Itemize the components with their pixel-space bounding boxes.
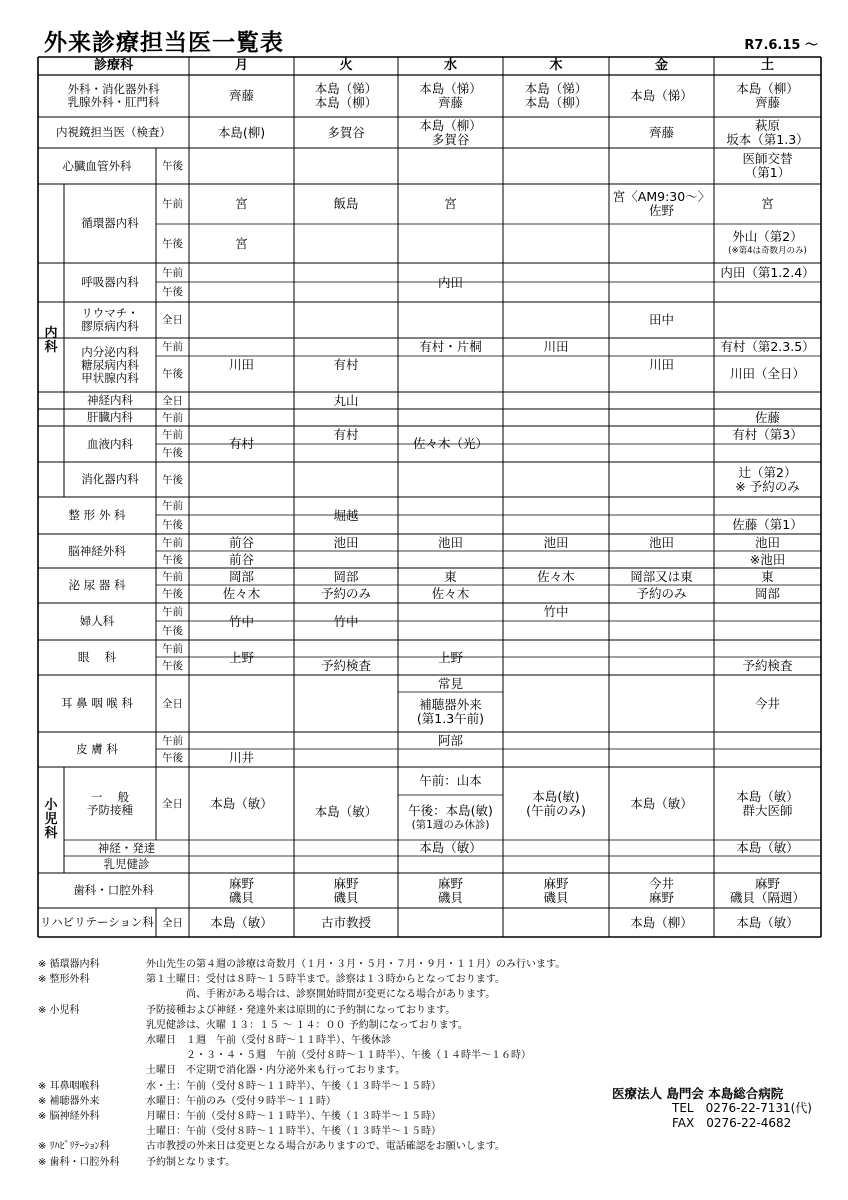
cell-me-sat: 予約検査 (742, 658, 793, 673)
slot-kok-pm: 午後 (162, 286, 183, 298)
cell-shokaki-sat: 辻（第2） ※ 予約のみ (735, 464, 800, 494)
footnote-text: 土曜日 不定期で消化器・内分泌外来も行っております。 (146, 1065, 406, 1077)
footnote-key (38, 1124, 146, 1139)
slot-sei-am: 午前 (162, 500, 183, 512)
row-label-nyuji: 乳児健診 (103, 857, 150, 871)
row-label-ketsueki: 血液内科 (87, 436, 133, 451)
header-day-1: 火 (339, 58, 353, 73)
footnote-row (38, 1033, 565, 1048)
cell-hattatsu-wed: 本島（敏） (419, 840, 482, 855)
cell-shika-1: 麻野 磯貝 (333, 875, 359, 905)
cell-nou-am-5: 池田 (754, 534, 780, 550)
cell-nou-am-2: 池田 (437, 534, 463, 550)
footnote-row (38, 1155, 565, 1170)
footnote-text: 予約制となります。 (146, 1156, 236, 1168)
header-day-0: 月 (234, 58, 248, 73)
cell-nou-am-0: 前谷 (228, 534, 254, 550)
row-label-hinyoki: 泌 尿 器 科 (68, 578, 126, 592)
cell-hi-pm-4: 予約のみ (636, 586, 687, 601)
cell-fu-mon: 竹中 (228, 613, 254, 629)
slot-kanzo: 午前 (162, 411, 183, 424)
row-label-geka: 外科・消化器外科 乳腺外科・肛門科 (67, 82, 160, 109)
row-label-hifu: 皮 膚 科 (76, 742, 118, 756)
cell-hi-am-5: 東 (761, 568, 774, 584)
footnote-text: 予防接種および神経・発達外来は原則的に予約制になっております。 (146, 1004, 456, 1016)
cell-me-tue: 予約検査 (320, 658, 371, 673)
cell-ippan-mon: 本島（敏） (210, 795, 273, 811)
slot-me-am: 午前 (162, 642, 183, 655)
cell-shinzo-5: 医師交替 （第1） (742, 151, 793, 180)
contact-info (672, 1101, 812, 1131)
cell-hi-pm-1: 予約のみ (320, 586, 371, 601)
slot-hi-pm: 午後 (162, 588, 183, 600)
cell-naishikyo-0: 本島(柳) (217, 124, 266, 140)
cell-hi-pm-2: 佐々木 (431, 586, 470, 601)
cell-ippan-thu: 本島(敏) (午前のみ) (526, 788, 586, 818)
slot-fu-am: 午前 (162, 606, 183, 618)
cell-shika-2: 麻野 磯貝 (437, 875, 463, 905)
cell-hi-pm-5: 岡部 (754, 586, 780, 601)
cell-nai-wed: 有村・片桐 (419, 339, 482, 354)
cell-naishikyo-2: 本島（柳） 多賀谷 (419, 117, 482, 147)
row-label-seikei: 整 形 外 科 (68, 508, 126, 522)
cell-me-mon: 上野 (228, 649, 254, 665)
cell-jun-am-1: 飯島 (333, 196, 359, 211)
footnote-row (38, 957, 565, 972)
cell-geka-4: 本島（悌） (630, 88, 693, 103)
cell-geka-0: 齊藤 (228, 88, 254, 103)
slot-nou-pm: 午後 (162, 553, 183, 566)
row-label-riha: リハビリテーション科 (40, 915, 154, 929)
cell-riha-1: 古市教授 (320, 914, 371, 930)
cell-naishikyo-1: 多賀谷 (327, 124, 365, 140)
footnote-key (38, 1063, 146, 1078)
footnote-key (38, 987, 146, 1002)
footnote-text: 第１土曜日：受付は８時～１５時半まで。診察は１３時からとなっております。 (146, 974, 505, 986)
cell-ket-mon: 有村 (228, 436, 254, 451)
cell-riha-4: 本島（柳） (630, 914, 693, 930)
slot-riu: 全日 (162, 314, 183, 326)
slot-shinzo: 午後 (162, 160, 183, 172)
footnote-row (38, 1063, 565, 1078)
cell-jibi-sat: 今井 (754, 695, 780, 711)
cell-nai-sat-am: 有村（第2.3.5） (720, 339, 815, 354)
footnote-row (38, 972, 565, 987)
cell-naishikyo-4: 齊藤 (648, 124, 674, 140)
row-label-shokaki: 消化器内科 (81, 472, 139, 486)
footnote-key: ※ 耳鼻咽喉科 (38, 1080, 100, 1092)
cell-hi-am-4: 岡部又は東 (630, 568, 693, 584)
footnotes (38, 957, 565, 1170)
cell-hattatsu-sat: 本島（敏） (736, 840, 799, 855)
cell-nou-am-1: 池田 (333, 534, 359, 550)
row-label-ippan: 一 般 予防接種 (87, 789, 133, 817)
cell-geka-1: 本島（悌） 本島（柳） (314, 81, 378, 110)
slot-nai-am: 午前 (162, 341, 183, 353)
group-label-shoni: 小 児 科 (44, 798, 58, 841)
slot-hi-am: 午前 (162, 570, 183, 583)
footnote-key: ※ 脳神経外科 (38, 1111, 100, 1123)
cell-ket-tue: 有村 (333, 427, 359, 442)
cell-geka-5: 本島（柳） 齊藤 (736, 81, 799, 110)
cell-riu-4: 田中 (648, 312, 674, 327)
footnote-key: ※ ﾘﾊﾋﾞﾘﾃｰｼｮﾝ科 (38, 1141, 110, 1153)
slot-sei-pm: 午後 (162, 518, 183, 531)
footnote-row (38, 1094, 565, 1109)
cell-sei-tue: 堀越 (333, 507, 359, 523)
cell-ippan-sat: 本島（敏） 群大医師 (736, 788, 799, 818)
cell-hi-am-1: 岡部 (333, 568, 359, 584)
cell-fu-tue: 竹中 (333, 613, 359, 629)
slot-ippan: 全日 (162, 797, 183, 810)
cell-ket-wed: 佐々木（光） (412, 436, 488, 451)
cell-sei-sat: 佐藤（第1） (732, 516, 803, 532)
header-day-5: 土 (760, 58, 774, 73)
footnote-text: 水・土：午前（受付８時～１１時半）、午後（１３時半～１５時） (146, 1080, 441, 1092)
cell-riha-0: 本島（敏） (210, 914, 273, 930)
footnote-text: 外山先生の第４週の診療は奇数月（１月・３月・５月・７月・９月・１１月）のみ行います。 (146, 959, 566, 970)
footnote-row (38, 1018, 565, 1033)
slot-shokaki: 午後 (162, 473, 183, 486)
slot-jun-pm: 午後 (162, 237, 183, 250)
slot-ket-pm: 午後 (162, 447, 183, 459)
header-day-4: 金 (654, 58, 668, 73)
footnote-key (38, 1048, 146, 1063)
tel-number: TEL 0276-22-7131(代) (672, 1101, 812, 1115)
cell-naishikyo-5: 萩原 坂本（第1.3） (726, 117, 809, 147)
effective-date: R7.6.15 ～ (744, 38, 818, 53)
slot-hifu-am: 午前 (162, 734, 183, 747)
cell-jun-am-2: 宮 (444, 196, 457, 211)
footnote-text: 土曜日：午前（受付８時～１１時半）、午後（１３時半～１５時） (146, 1126, 441, 1138)
footnote-row (38, 1109, 565, 1124)
cell-nai-sat-pm: 川田（全日） (729, 366, 805, 381)
cell-kok-wed: 内田 (437, 274, 463, 290)
cell-ippan-wed-am: 午前：山本 (419, 773, 482, 788)
header-day-2: 水 (443, 58, 457, 73)
slot-jun-am: 午前 (162, 198, 183, 210)
cell-nai-thu: 川田 (543, 339, 569, 354)
cell-hifu-wed: 阿部 (437, 732, 463, 748)
slot-jibi: 全日 (162, 697, 183, 710)
footnote-text: 乳児健診は、火曜 １３：１５ ～ １４：００ 予約制になっております。 (146, 1019, 468, 1031)
cell-nou-pm-0: 前谷 (228, 551, 254, 567)
cell-nou-am-3: 池田 (543, 534, 569, 550)
cell-geka-2: 本島（悌） 齊藤 (419, 81, 482, 110)
cell-jun-pm-0: 宮 (235, 235, 248, 251)
footnote-text: 水曜日：午前のみ（受付９時半～１１時） (146, 1095, 336, 1107)
cell-nai-tue: 有村 (333, 357, 359, 372)
row-label-junkanki: 循環器内科 (81, 216, 139, 230)
footnote-key: ※ 補聴器外来 (38, 1095, 100, 1107)
cell-shika-4: 今井 麻野 (648, 875, 674, 905)
footnote-text: 古市教授の外来日は変更となる場合がありますので、電話確認をお願いします。 (146, 1141, 505, 1153)
cell-riha-5: 本島（敏） (736, 914, 799, 930)
cell-nou-pm-5: ※池田 (749, 551, 786, 567)
row-label-kanzo: 肝臓内科 (87, 410, 133, 424)
footnote-row (38, 1003, 565, 1018)
slot-nai-pm: 午後 (162, 368, 183, 380)
cell-ippan-fri: 本島（敏） (630, 795, 693, 811)
row-label-jibi: 耳 鼻 咽 喉 科 (60, 696, 134, 710)
footnote-key: ※ 小児科 (38, 1004, 80, 1016)
group-label-naika: 内 科 (44, 325, 58, 355)
cell-jun-pm-5: 外山（第2） (※第4は奇数月のみ) (728, 228, 807, 256)
slot-riha: 全日 (162, 916, 183, 929)
row-label-noushinkei: 脳神経外科 (68, 543, 126, 558)
footnote-row (38, 987, 565, 1002)
cell-kanzo-5: 佐藤 (754, 409, 780, 425)
row-label-shinkei: 神経内科 (87, 393, 133, 407)
cell-jibi-wed: 常見 (437, 675, 463, 691)
row-label-kokyuki: 呼吸器内科 (81, 275, 139, 289)
row-label-naibunpi: 内分泌内科 糖尿病内科 甲状腺内科 (81, 344, 139, 385)
footnote-row (38, 1079, 565, 1094)
row-label-shinzo: 心臓血管外科 (62, 158, 132, 173)
cell-jun-am-5: 宮 (761, 196, 774, 211)
cell-nai-mon: 川田 (228, 357, 254, 372)
slot-shinkei: 全日 (162, 394, 183, 407)
header-day-3: 木 (549, 58, 563, 73)
cell-hi-am-3: 佐々木 (537, 568, 575, 584)
cell-jun-am-4: 宮〈AM9:30～〉 佐野 (612, 189, 711, 218)
row-label-naishikyo: 内視鏡担当医（検査） (56, 125, 171, 139)
slot-nou-am: 午前 (162, 536, 183, 549)
cell-shika-5: 麻野 磯貝（隔週） (729, 875, 805, 905)
footnote-row (38, 1124, 565, 1139)
fax-number: FAX 0276-22-4682 (672, 1116, 792, 1130)
cell-nou-am-4: 池田 (648, 534, 674, 550)
cell-kok-sat: 内田（第1.2.4） (720, 264, 815, 280)
slot-me-pm: 午後 (162, 660, 183, 672)
cell-hi-pm-0: 佐々木 (222, 586, 261, 601)
cell-me-wed: 上野 (437, 649, 463, 665)
cell-ippan-wed-pm: 午後：本島(敏) (第1週のみ休診) (408, 802, 493, 831)
slot-kok-am: 午前 (162, 266, 183, 279)
footnote-text: 水曜日 １週 午前（受付８時～１１時半）、午後休診 (146, 1035, 391, 1047)
header-dept: 診療科 (93, 58, 133, 73)
footnote-key: ※ 整形外科 (38, 974, 90, 986)
cell-shika-3: 麻野 磯貝 (543, 875, 569, 905)
footnote-text: ２・３・４・５週 午前（受付８時～１１時半）、午後（１４時半～１６時） (146, 1050, 531, 1062)
footnote-key (38, 1018, 146, 1033)
page-title: 外来診療担当医一覧表 (44, 30, 284, 56)
hospital-name: 医療法人 島門会 本島総合病院 (612, 1086, 784, 1101)
cell-nai-fri: 川田 (648, 357, 674, 372)
cell-hi-am-2: 東 (444, 568, 457, 584)
row-label-ganka: 眼 科 (77, 650, 117, 664)
footnote-key: ※ 循環器内科 (38, 959, 100, 970)
slot-ket-am: 午前 (162, 429, 183, 441)
cell-ket-sat: 有村（第3） (732, 427, 803, 442)
footnote-text: 月曜日：午前（受付８時～１１時半）、午後（１３時半～１５時） (146, 1111, 441, 1123)
footnote-row (38, 1139, 565, 1154)
slot-fu-pm: 午後 (162, 624, 183, 637)
cell-hi-am-0: 岡部 (228, 568, 254, 584)
row-label-riumachi: リウマチ・ 膠原病内科 (81, 306, 139, 333)
cell-fu-thu: 竹中 (543, 604, 569, 619)
cell-shika-0: 麻野 磯貝 (228, 875, 254, 905)
cell-jibi-wed-hochoki: 補聴器外来 (第1.3午前) (416, 697, 485, 726)
footnote-key (38, 1033, 146, 1048)
cell-hifu-mon: 川井 (228, 750, 254, 765)
cell-shinkei-1: 丸山 (333, 392, 359, 408)
slot-hifu-pm: 午後 (162, 752, 183, 764)
cell-ippan-tue: 本島（敏） (314, 803, 378, 819)
row-label-fujinka: 婦人科 (79, 614, 115, 628)
cell-jun-am-0: 宮 (235, 196, 248, 211)
row-label-hattatsu: 神経・発達 (97, 840, 156, 855)
footnote-key: ※ 歯科・口腔外科 (38, 1156, 120, 1168)
row-label-shika: 歯科・口腔外科 (73, 883, 154, 897)
cell-geka-3: 本島（悌） 本島（柳） (524, 81, 588, 110)
footnote-text: 尚、手術がある場合は、診察開始時間が変更になる場合があります。 (146, 989, 496, 1001)
footnote-row (38, 1048, 565, 1063)
